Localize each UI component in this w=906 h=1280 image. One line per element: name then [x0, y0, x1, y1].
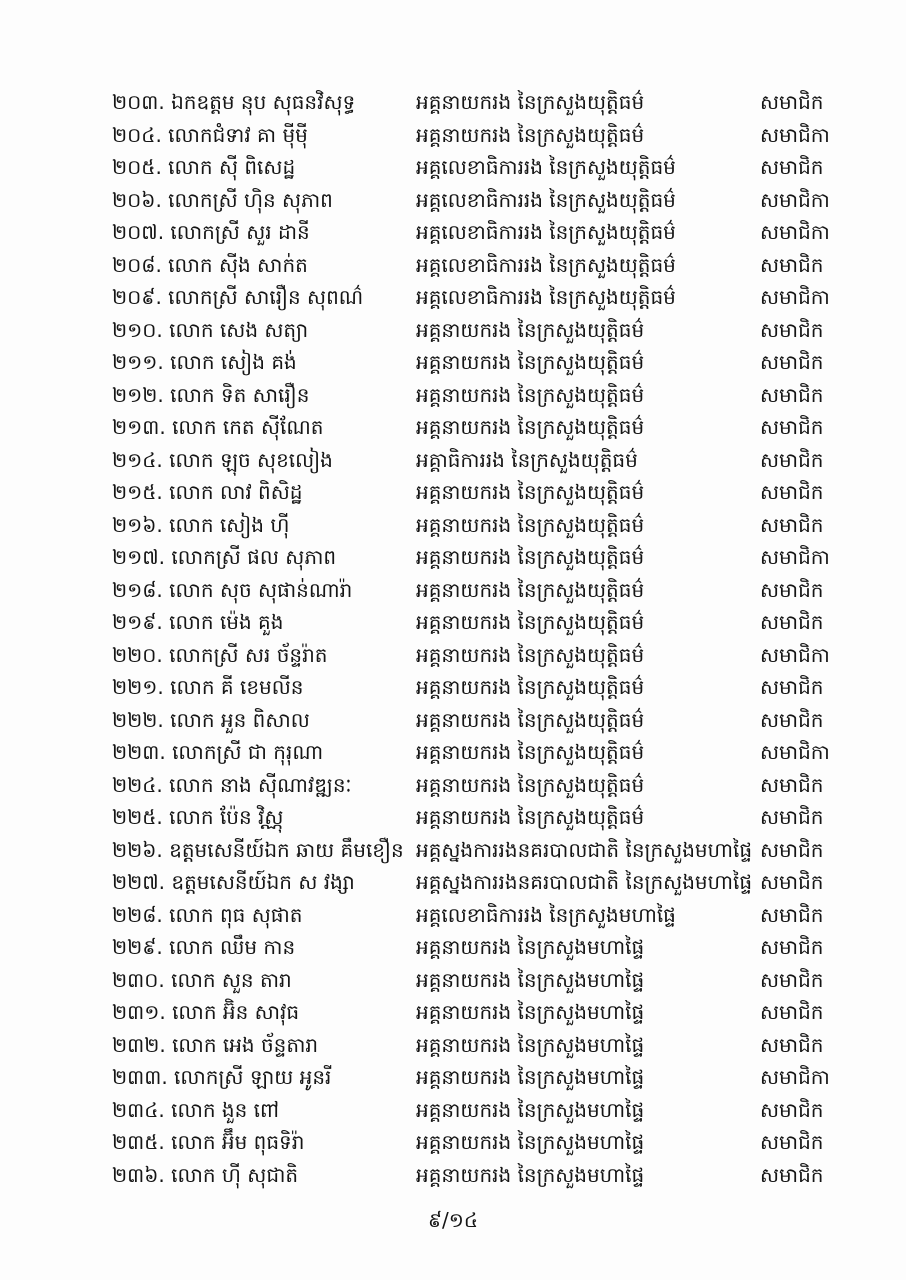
- member-position: អគ្គស្នងការរងនគរបាលជាតិ នៃក្រសួងមហាផ្ទៃ: [416, 870, 753, 894]
- page-number: ៩/១៤: [427, 1208, 479, 1232]
- member-name: ២០៧. លោកស្រី សួរ ដានី: [112, 220, 310, 244]
- member-role: សមាជិក: [760, 350, 824, 374]
- member-position: អគ្គនាយករង នៃក្រសួងយុត្តិធម៌: [416, 642, 645, 667]
- member-position: អគ្គលេខាធិការរង នៃក្រសួងមហាផ្ទៃ: [416, 902, 676, 927]
- member-name: ២១៩. លោក ម៉េង គួង: [112, 610, 284, 634]
- member-name: ២៣៣. លោកស្រី ឡាយ អូនរី: [112, 1065, 332, 1089]
- member-name: ២២៨. លោក ពុធ សុផាត: [112, 902, 303, 927]
- member-position: អគ្គនាយករង នៃក្រសួងមហាផ្ទៃ: [416, 1032, 645, 1057]
- member-row: [112, 86, 852, 119]
- member-position: អគ្គនាយករង នៃក្រសួងយុត្តិធម៌: [416, 90, 645, 114]
- member-role: សមាជិកា: [760, 220, 830, 244]
- member-name: ២១២. លោក ទិត សារឿន: [112, 382, 310, 407]
- member-position: អគ្គនាយករង នៃក្រសួងយុត្តិធម៌: [416, 772, 645, 797]
- member-list: [112, 86, 852, 1191]
- member-row: [112, 476, 852, 509]
- member-position: អគ្គនាយករង នៃក្រសួងយុត្តិធម៌: [416, 545, 645, 569]
- member-name: ២២១. លោក គី ខេមលីន: [112, 675, 304, 699]
- member-name: ២១៥. លោក លាវ ពិសិដ្ឋ: [112, 480, 303, 504]
- member-position: អគ្គស្នងការរងនគរបាលជាតិ នៃក្រសួងមហាផ្ទៃ: [416, 837, 753, 862]
- member-row: [112, 541, 852, 574]
- member-position: អគ្គនាយករង នៃក្រសួងយុត្តិធម៌: [416, 707, 645, 732]
- member-role: សមាជិក: [760, 1097, 824, 1122]
- member-position: អគ្គនាយករង នៃក្រសួងមហាផ្ទៃ: [416, 1065, 645, 1089]
- member-row: [112, 964, 852, 997]
- member-row: [112, 671, 852, 704]
- member-role: សមាជិក: [760, 870, 824, 894]
- member-row: [112, 606, 852, 639]
- member-name: ២១៣. លោក កេត ស៊ីណែត: [112, 415, 324, 439]
- member-row: [112, 1126, 852, 1159]
- member-name: ២២៦. ឧត្តមសេនីយ៍ឯក ឆាយ គឹមខឿន: [112, 837, 404, 862]
- member-position: អគ្គនាយករង នៃក្រសួងមហាផ្ទៃ: [416, 935, 645, 959]
- member-role: សមាជិក: [760, 902, 824, 927]
- member-row: [112, 736, 852, 769]
- member-row: [112, 411, 852, 444]
- member-position: អគ្គនាយករង នៃក្រសួងយុត្តិធម៌: [416, 805, 645, 829]
- member-name: ២១១. លោក សៀង គង់: [112, 350, 297, 374]
- member-row: [112, 834, 852, 867]
- member-row: [112, 899, 852, 932]
- member-role: សមាជិកា: [760, 187, 830, 212]
- member-role: សមាជិក: [760, 837, 824, 862]
- member-name: ២២៣. លោកស្រី ជា កុរុណា: [112, 740, 324, 764]
- member-row: [112, 704, 852, 737]
- member-row: [112, 444, 852, 477]
- member-row: [112, 1094, 852, 1127]
- member-name: ២៣០. លោក សួន តារា: [112, 967, 292, 992]
- member-role: សមាជិកា: [760, 740, 830, 764]
- member-role: សមាជិក: [760, 1162, 824, 1187]
- member-role: សមាជិកា: [760, 1065, 830, 1089]
- member-role: សមាជិកា: [760, 545, 830, 569]
- member-name: ២៣១. លោក អ៊ិន សាវុធ: [112, 1000, 300, 1024]
- member-name: ២២៧. ឧត្តមសេនីយ៍ឯក ស វង្សា: [112, 870, 355, 894]
- member-name: ២២៩. លោក ឈឹម កាន: [112, 935, 296, 959]
- member-row: [112, 866, 852, 899]
- member-role: សមាជិក: [760, 447, 824, 472]
- member-role: សមាជិក: [760, 512, 824, 537]
- member-position: អគ្គនាយករង នៃក្រសួងយុត្តិធម៌: [416, 480, 645, 504]
- member-row: [112, 1159, 852, 1192]
- member-name: ២៣៦. លោក ហ៊ី សុជាតិ: [112, 1162, 299, 1187]
- member-role: សមាជិក: [760, 577, 824, 602]
- member-role: សមាជិក: [760, 707, 824, 732]
- member-position: អគ្គនាយករង នៃក្រសួងមហាផ្ទៃ: [416, 1097, 645, 1122]
- member-position: អគ្គាធិការរង នៃក្រសួងយុត្តិធម៌: [416, 447, 638, 472]
- member-role: សមាជិក: [760, 1000, 824, 1024]
- member-position: អគ្គនាយករង នៃក្រសួងយុត្តិធម៌: [416, 317, 645, 342]
- member-role: សមាជិកា: [760, 642, 830, 667]
- member-position: អគ្គលេខាធិការរង នៃក្រសួងយុត្តិធម៌: [416, 187, 676, 212]
- member-row: [112, 639, 852, 672]
- member-row: [112, 314, 852, 347]
- member-role: សមាជិក: [760, 805, 824, 829]
- member-name: ២១៦. លោក សៀង ហ៊ី: [112, 512, 290, 537]
- member-role: សមាជិក: [760, 252, 824, 277]
- member-position: អគ្គនាយករង នៃក្រសួងយុត្តិធម៌: [416, 740, 645, 764]
- member-row: [112, 184, 852, 217]
- member-position: អគ្គនាយករង នៃក្រសួងយុត្តិធម៌: [416, 577, 645, 602]
- member-row: [112, 801, 852, 834]
- member-row: [112, 346, 852, 379]
- member-name: ២៣២. លោក អេង ច័ន្ទតារា: [112, 1032, 319, 1057]
- member-row: [112, 216, 852, 249]
- member-position: អគ្គនាយករង នៃក្រសួងយុត្តិធម៌: [416, 675, 645, 699]
- member-name: ២២៤. លោក នាង ស៊ីណាវឌ្ឍនៈ: [112, 772, 352, 797]
- member-position: អគ្គនាយករង នៃក្រសួងយុត្តិធម៌: [416, 610, 645, 634]
- member-row: [112, 769, 852, 802]
- member-name: ២០៦. លោកស្រី ហ៊ិន សុភាព: [112, 187, 333, 212]
- member-role: សមាជិកា: [760, 122, 830, 147]
- member-name: ២០៨. លោក ស៊ីង សាក់ត: [112, 252, 308, 277]
- member-position: អគ្គលេខាធិការរង នៃក្រសួងយុត្តិធម៌: [416, 220, 676, 244]
- member-position: អគ្គនាយករង នៃក្រសួងមហាផ្ទៃ: [416, 1000, 645, 1024]
- member-row: [112, 931, 852, 964]
- member-name: ២០៣. ឯកឧត្តម នុប សុធនវិសុទ្ធ: [112, 90, 356, 114]
- member-role: សមាជិក: [760, 675, 824, 699]
- member-role: សមាជិក: [760, 480, 824, 504]
- member-name: ២០៩. លោកស្រី សារឿន សុពណ៌: [112, 285, 364, 309]
- member-role: សមាជិកា: [760, 285, 830, 309]
- member-position: អគ្គនាយករង នៃក្រសួងមហាផ្ទៃ: [416, 1162, 645, 1187]
- member-role: សមាជិក: [760, 610, 824, 634]
- member-row: [112, 574, 852, 607]
- member-position: អគ្គនាយករង នៃក្រសួងមហាផ្ទៃ: [416, 1130, 645, 1154]
- member-row: [112, 1029, 852, 1062]
- member-name: ២១០. លោក សេង សត្យា: [112, 317, 309, 342]
- member-position: អគ្គនាយករង នៃក្រសួងយុត្តិធម៌: [416, 350, 645, 374]
- member-role: សមាជិក: [760, 967, 824, 992]
- member-position: អគ្គលេខាធិការរង នៃក្រសួងយុត្តិធម៌: [416, 252, 676, 277]
- member-name: ២០៤. លោកជំទាវ គា ម៉ីម៉ី: [112, 122, 308, 147]
- member-position: អគ្គលេខាធិការរង នៃក្រសួងយុត្តិធម៌: [416, 285, 676, 309]
- member-name: ២០៥. លោក ស៊ី ពិសេដ្ឋ: [112, 155, 296, 179]
- member-row: [112, 151, 852, 184]
- member-role: សមាជិក: [760, 935, 824, 959]
- member-row: [112, 996, 852, 1029]
- member-name: ២២០. លោកស្រី សរ ច័ន្ទរ៉ាត: [112, 642, 328, 667]
- member-row: [112, 119, 852, 152]
- member-name: ២៣៥. លោក អ៊ឹម ពុធទិរ៉ា: [112, 1130, 305, 1154]
- member-role: សមាជិក: [760, 1032, 824, 1057]
- member-position: អគ្គនាយករង នៃក្រសួងយុត្តិធម៌: [416, 415, 645, 439]
- member-row: [112, 379, 852, 412]
- member-role: សមាជិក: [760, 155, 824, 179]
- member-position: អគ្គនាយករង នៃក្រសួងយុត្តិធម៌: [416, 122, 645, 147]
- member-name: ២៣៤. លោក ងួន ពៅ: [112, 1097, 280, 1122]
- member-role: សមាជិក: [760, 317, 824, 342]
- member-row: [112, 249, 852, 282]
- member-role: សមាជិក: [760, 772, 824, 797]
- member-position: អគ្គនាយករង នៃក្រសួងយុត្តិធម៌: [416, 512, 645, 537]
- member-role: សមាជិក: [760, 415, 824, 439]
- member-row: [112, 509, 852, 542]
- member-row: [112, 1061, 852, 1094]
- member-role: សមាជិក: [760, 90, 824, 114]
- member-name: ២១៨. លោក សុច សុផាន់ណារ៉ា: [112, 577, 353, 602]
- member-position: អគ្គនាយករង នៃក្រសួងយុត្តិធម៌: [416, 382, 645, 407]
- member-row: [112, 281, 852, 314]
- member-position: អគ្គនាយករង នៃក្រសួងមហាផ្ទៃ: [416, 967, 645, 992]
- member-role: សមាជិក: [760, 382, 824, 407]
- member-name: ២១៧. លោកស្រី ផល សុភាព: [112, 545, 337, 569]
- member-role: សមាជិក: [760, 1130, 824, 1154]
- member-position: អគ្គលេខាធិការរង នៃក្រសួងយុត្តិធម៌: [416, 155, 676, 179]
- member-name: ២១៤. លោក ឡុច សុខលៀង: [112, 447, 333, 472]
- member-name: ២២២. លោក អួន ពិសាល: [112, 707, 310, 732]
- member-name: ២២៥. លោក ប៉ែន វិស្ណុ: [112, 805, 284, 829]
